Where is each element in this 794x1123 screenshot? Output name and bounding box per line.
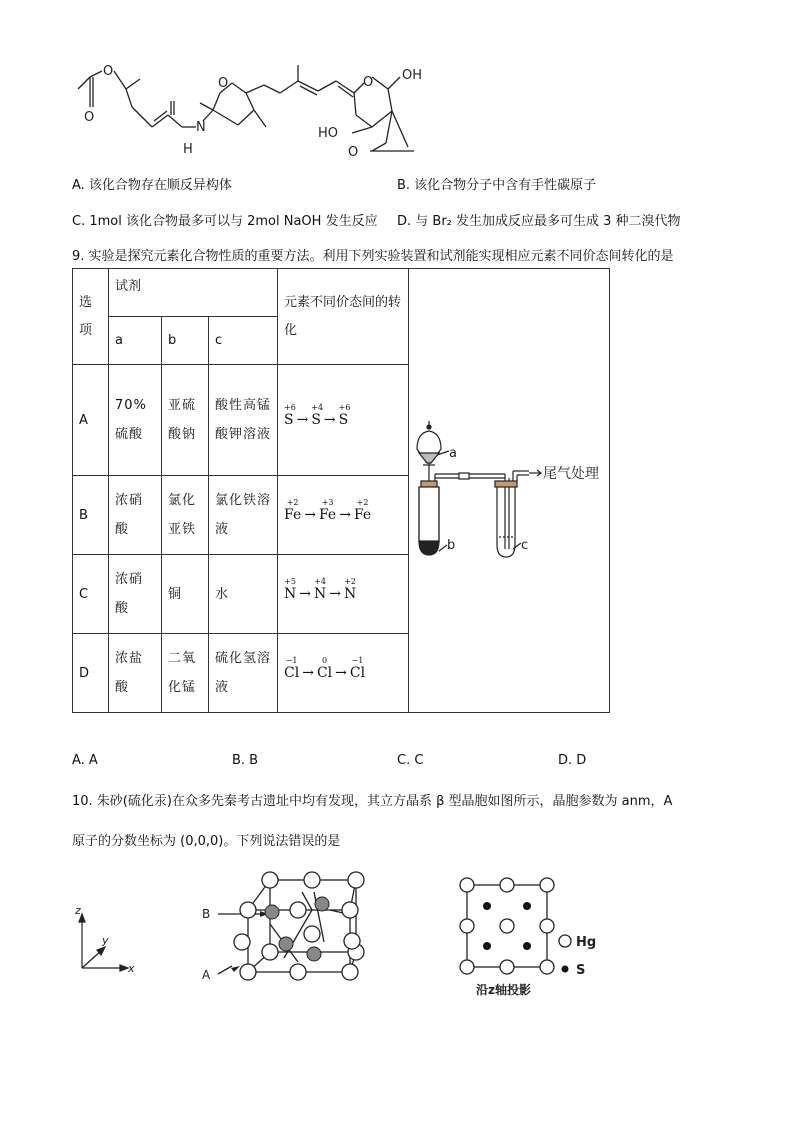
carbonyl-o-label: O [84,110,95,125]
element: Cl [316,665,333,681]
element: N [343,586,357,602]
ox-state: +2 [344,577,356,586]
element: Fe [353,507,372,523]
row-option: C [73,555,109,634]
ox-state: +6 [338,403,351,412]
reagent-c: 氯化铁溶液 [209,476,278,555]
oxidation-chain: +6 S → +4 S → +6 S [284,403,351,428]
amide-n-label: N [196,120,206,135]
axes-diagram [72,900,142,980]
reagent-a: 浓盐酸 [109,634,162,713]
element: Fe [318,507,337,523]
element: S [311,412,321,428]
th-option: 选项 [73,269,109,365]
th-c: c [209,317,278,365]
transform [278,476,409,555]
q9-choice-c[interactable]: C. C [397,753,424,768]
transform [278,555,409,634]
element: S [284,412,294,428]
ox-state: 0 [321,656,328,665]
oxidation-chain: +5 N → +4 N → +2 N [284,577,357,602]
th-transform: 元素不同价态间的转化 [278,269,409,365]
q8-structure-diagram [70,55,440,165]
row-option: B [73,476,109,555]
axis-y-label: y [102,934,109,947]
q9-choice-d[interactable]: D. D [558,753,587,768]
reagent-a: 浓硝酸 [109,555,162,634]
ox-state: +2 [286,498,299,507]
ox-state: −1 [285,656,298,665]
legend-hg: Hg [576,935,597,950]
ho-label: HO [318,126,339,141]
q9-stem: 9. 实验是探究元素化合物性质的重要方法。利用下列实验装置和试剂能实现相应元素不同价态间转化的是 [72,249,674,264]
epoxide-o-label: O [348,145,359,160]
ox-state: +3 [321,498,334,507]
reagent-c: 酸性高锰酸钾溶液 [209,365,278,476]
ring2-o-label: O [363,75,374,90]
row-option: D [73,634,109,713]
oh-label: OH [402,68,423,83]
ox-state: +4 [314,577,326,586]
element: Cl [284,665,300,681]
apparatus-cell [409,269,610,713]
ring1-o-label: O [218,76,229,91]
label-c: c [521,538,529,553]
reagent-c: 硫化氢溶液 [209,634,278,713]
q8-option-a[interactable]: A. 该化合物存在顺反异构体 [72,178,232,193]
q8-option-d[interactable]: D. 与 Br₂ 发生加成反应最多可生成 3 种二溴代物 [397,214,681,229]
reagent-b: 铜 [162,555,209,634]
ox-state: +5 [284,577,297,586]
element: Fe [284,507,302,523]
atom-b-label: B [202,907,211,921]
projection-caption: 沿z轴投影 [476,983,531,997]
ox-state: +4 [311,403,324,412]
unit-cell-diagram [198,862,373,992]
th-reagent: 试剂 [109,269,278,317]
apparatus-diagram [409,269,609,709]
reagent-a: 70%硫酸 [109,365,162,476]
reagent-b: 二氧化锰 [162,634,209,713]
oxidation-chain: +2 Fe → +3 Fe → +2 Fe [284,498,372,523]
ox-state: +2 [356,498,369,507]
q8-option-b[interactable]: B. 该化合物分子中含有手性碳原子 [397,178,597,193]
reagent-b: 氯化亚铁 [162,476,209,555]
reagent-a: 浓硝酸 [109,476,162,555]
ox-state: −1 [351,656,364,665]
q8-option-c[interactable]: C. 1mol 该化合物最多可以与 2mol NaOH 发生反应 [72,214,378,229]
th-b: b [162,317,209,365]
amide-h-label: H [183,142,193,157]
label-a: a [449,446,457,461]
q9-table [72,268,610,713]
element: N [284,586,297,602]
q9-choice-b[interactable]: B. B [232,753,259,768]
axis-x-label: x [128,962,135,975]
q10-stem-line1: 10. 朱砂(硫化汞)在众多先秦考古遗址中均有发现，其立方晶系 β 型晶胞如图所示，晶胞参数为 anm，A [72,794,673,809]
transform [278,634,409,713]
th-a: a [109,317,162,365]
element: S [338,412,349,428]
projection-diagram [452,870,612,1000]
tail-gas-label: 尾气处理 [543,466,599,482]
row-option: A [73,365,109,476]
element: Cl [349,665,366,681]
legend-s: S [576,963,586,978]
atom-a-label: A [202,968,211,982]
element: N [313,586,327,602]
q9-choice-a[interactable]: A. A [72,753,98,768]
oxidation-chain: −1 Cl → 0 Cl → −1 Cl [284,656,366,681]
transform [278,365,409,476]
axis-z-label: z [75,904,81,917]
reagent-c: 水 [209,555,278,634]
ester-o-label: O [103,64,114,79]
ox-state: +6 [284,403,296,412]
label-b: b [447,538,456,553]
q10-stem-line2: 原子的分数坐标为 (0,0,0)。下列说法错误的是 [72,834,341,849]
reagent-b: 亚硫酸钠 [162,365,209,476]
